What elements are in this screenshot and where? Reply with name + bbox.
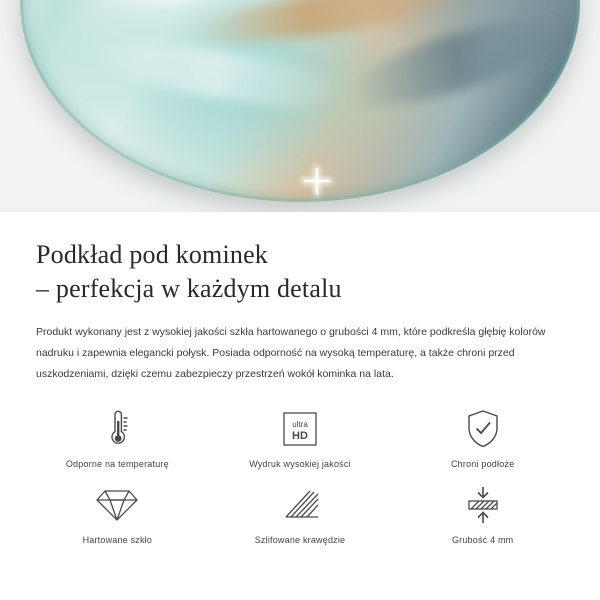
headline-line-2: – perfekcja w każdym detalu <box>36 273 342 303</box>
thickness-arrows-icon <box>463 483 503 527</box>
feature-item-print-quality <box>209 407 392 469</box>
ultra-hd-icon <box>281 407 319 451</box>
thermometer-icon <box>102 407 132 451</box>
product-description: Produkt wykonany jest z wysokiej jakości szkła hartowanego o grubości 4 mm, które podkreśla głębię kolorów nadruku i zapewnia elegancki połysk. Posiada odporność na wysoką temperaturę, a także chroni przed uszkodzeniami, dzięki czemu zabezpieczy przestrzeń wokół kominka na lata. <box>36 325 546 380</box>
feature-label: Grubość 4 mm <box>451 534 514 545</box>
feature-item-tempered-glass <box>26 483 209 545</box>
feature-item-thickness <box>391 483 574 545</box>
feature-item-temperature <box>26 407 209 469</box>
polished-edges-icon <box>280 483 320 527</box>
headline-line-1: Podkład pod kominek <box>36 240 269 269</box>
svg-text:ultra: ultra <box>292 419 308 429</box>
feature-item-protection <box>391 407 574 469</box>
feature-item-polished-edges <box>209 483 392 545</box>
feature-grid <box>0 407 600 545</box>
feature-label: Chroni podłoże <box>450 458 515 469</box>
feature-label: Odporne na temperaturę <box>65 458 169 469</box>
feature-label: Wydruk wysokiej jakości <box>249 458 351 469</box>
svg-text:HD: HD <box>292 429 308 442</box>
feature-label: Hartowane szkło <box>82 534 153 545</box>
text-content <box>0 212 600 385</box>
diamond-icon <box>96 483 138 527</box>
page-title <box>36 238 564 306</box>
hero-image <box>0 0 600 212</box>
feature-label: Szlifowane krawędzie <box>254 534 346 545</box>
shield-check-icon <box>465 407 501 451</box>
